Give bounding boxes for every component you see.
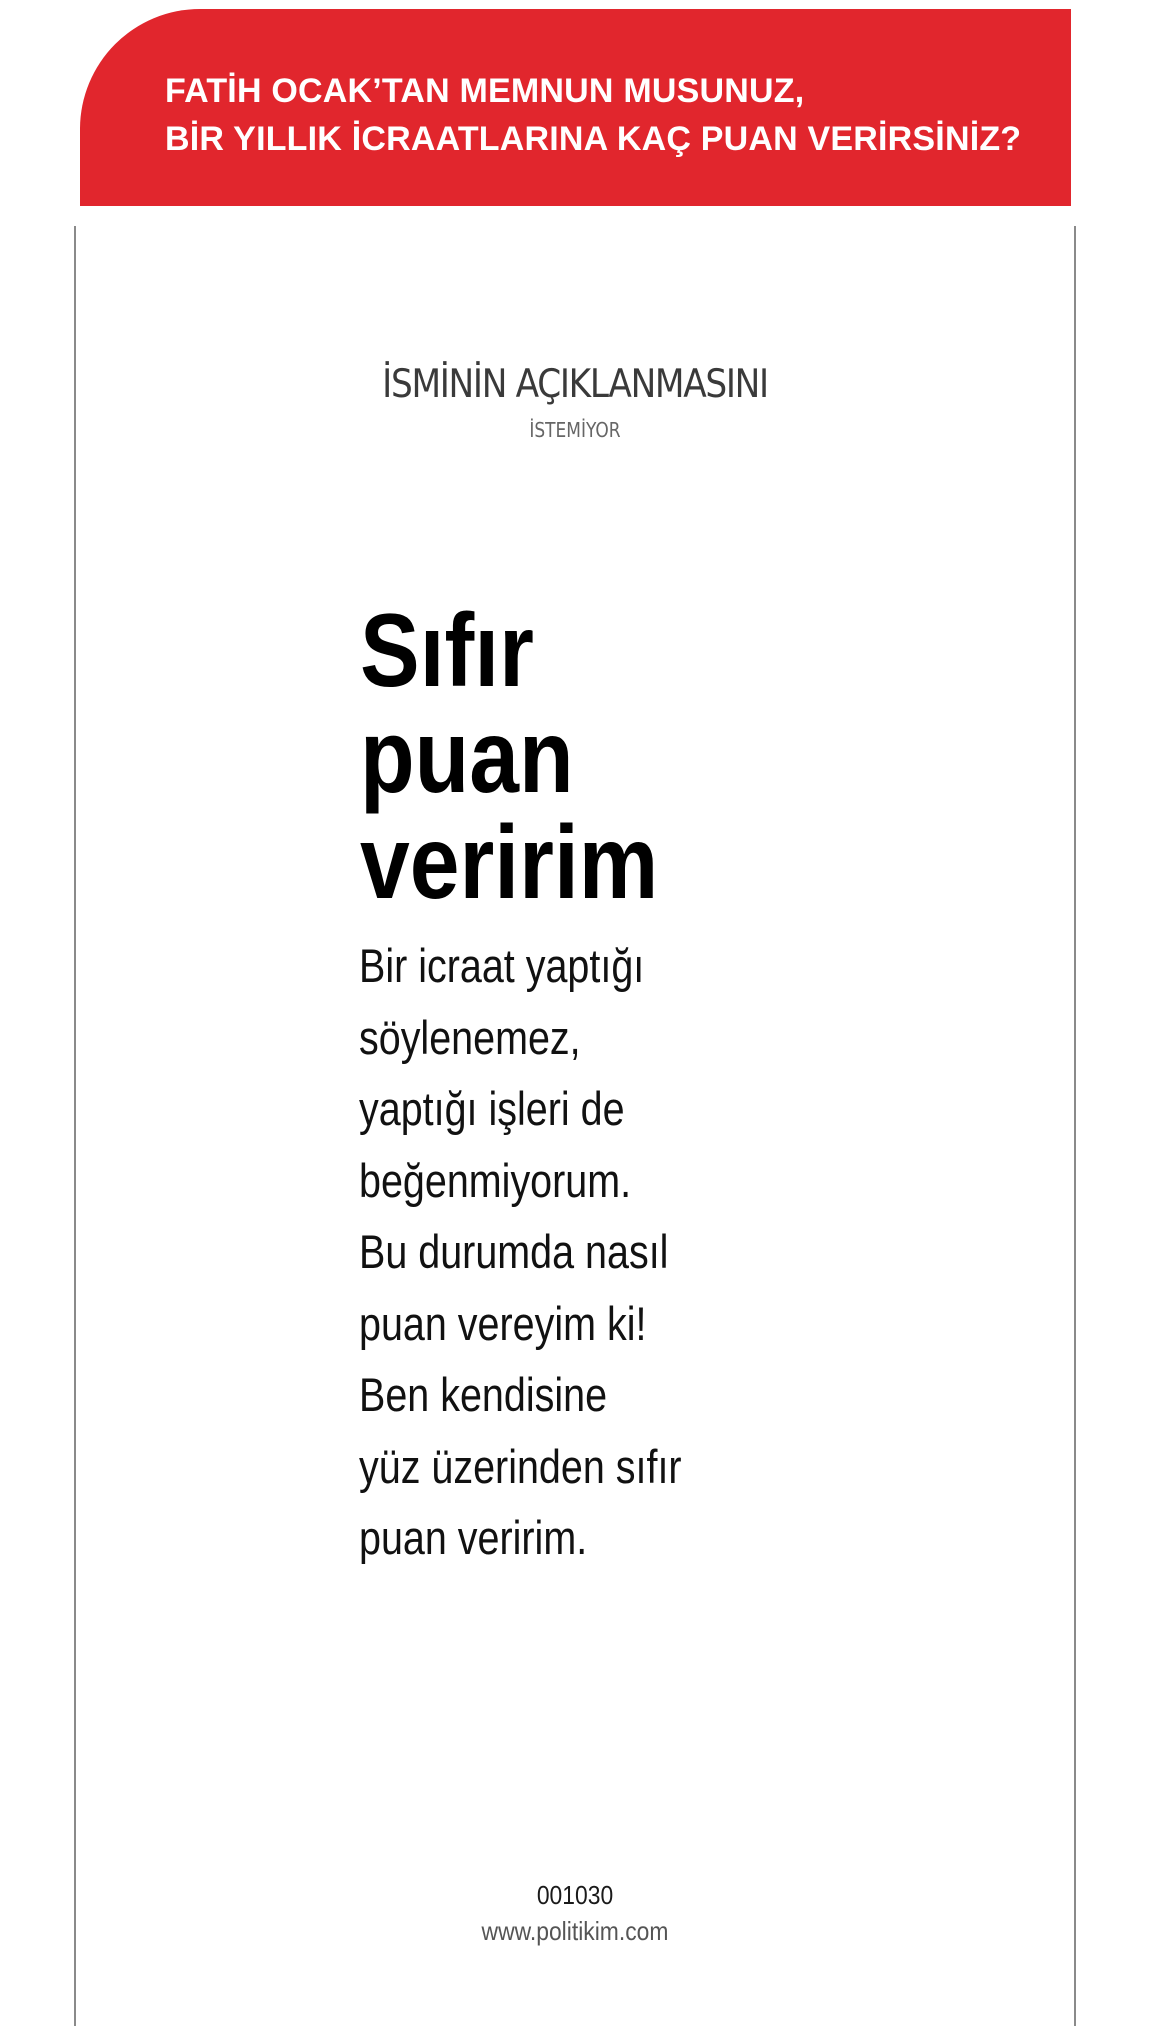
body-line: yaptığı işleri de bbox=[359, 1082, 625, 1135]
question-line-2: BİR YILLIK İCRAATLARINA KAÇ PUAN VERİRSİNİZ? bbox=[165, 120, 1022, 158]
body-line: puan veririm. bbox=[359, 1511, 588, 1564]
footer-code: 001030 bbox=[536, 1880, 614, 1910]
headline-line: Sıfır bbox=[360, 593, 534, 709]
headline-line: veririm bbox=[360, 805, 659, 921]
body-line: Ben kendisine bbox=[359, 1368, 608, 1421]
headline-line: puan bbox=[360, 699, 574, 815]
body-line: söylenemez, bbox=[359, 1010, 581, 1064]
footer-url: www.politikim.com bbox=[481, 1916, 669, 1946]
answer-headline bbox=[360, 593, 842, 921]
question-banner bbox=[80, 9, 1071, 206]
respondent-name: İSMİNİN AÇIKLANMASINI bbox=[382, 362, 768, 407]
body-line: beğenmiyorum. bbox=[359, 1153, 632, 1207]
body-line: yüz üzerinden sıfır bbox=[359, 1439, 682, 1493]
body-line: puan vereyim ki! bbox=[359, 1296, 647, 1350]
body-line: Bir icraat yaptığı bbox=[359, 939, 645, 992]
respondent-note: İSTEMİYOR bbox=[529, 418, 621, 442]
body-line: Bu durumda nasıl bbox=[359, 1225, 669, 1278]
question-line-1: FATİH OCAK’TAN MEMNUN MUSUNUZ, bbox=[165, 72, 805, 110]
answer-body bbox=[359, 930, 829, 1574]
